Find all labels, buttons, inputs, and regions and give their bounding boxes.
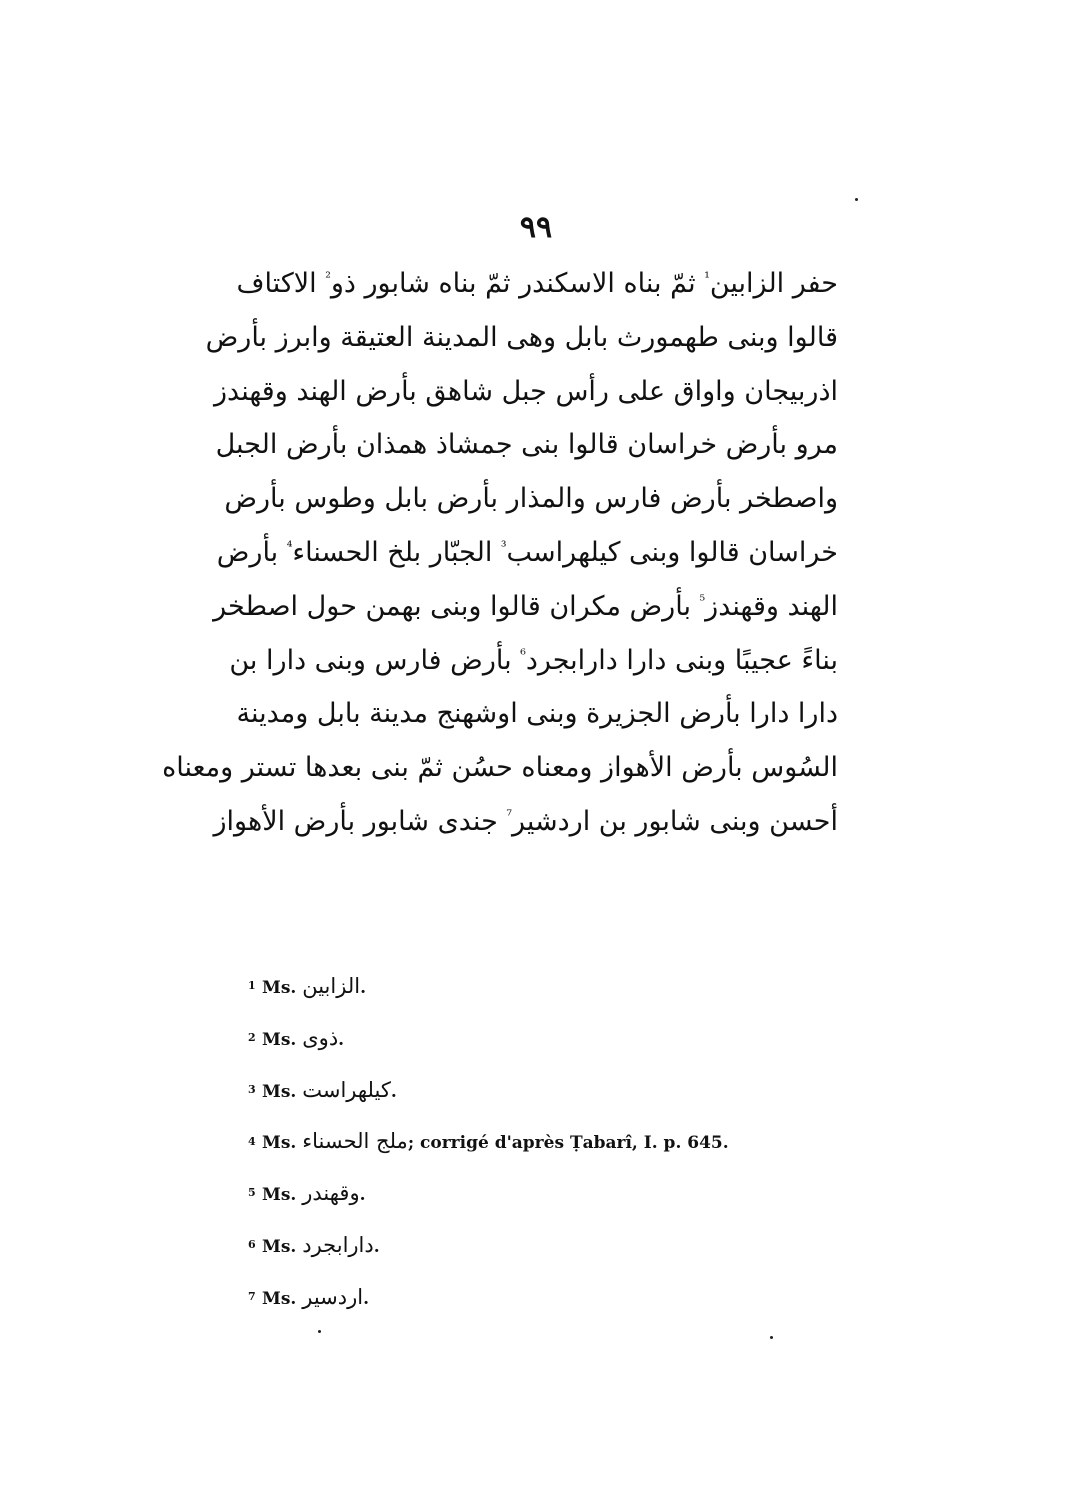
- footnote-marker: ⁵: [699, 592, 706, 609]
- footnote-label: Ms.: [262, 1288, 297, 1309]
- footnote-label: Ms.: [262, 1029, 297, 1050]
- footnote-tail: .: [363, 1288, 370, 1309]
- footnote-tail: .: [338, 1029, 345, 1050]
- text-run: جندى شابور بأرض الأهواز: [213, 805, 507, 837]
- text-run: بأرض مكران قالوا وبنى بهمن حول اصطخر: [213, 590, 700, 622]
- footnote-number: 1: [248, 979, 256, 993]
- scan-speck: [318, 1330, 321, 1333]
- text-run: الجبّار بلخ الحسناء: [292, 536, 501, 568]
- text-line: [213, 795, 838, 849]
- body-text: [162, 257, 838, 849]
- footnote: [248, 1072, 808, 1124]
- text-run: بأرض فارس وبنى دارا بن: [229, 644, 521, 676]
- footnote: [248, 1175, 808, 1227]
- footnote: [248, 1279, 808, 1331]
- text-line: [238, 257, 838, 311]
- footnotes: [248, 968, 808, 1331]
- text-line: [205, 311, 838, 365]
- footnote-tail: .: [359, 1185, 366, 1206]
- text-line: [216, 526, 838, 580]
- text-line: [238, 687, 838, 741]
- text-line: [162, 741, 838, 795]
- footnote-marker: ⁷: [506, 808, 512, 825]
- footnote-arabic-reading: كيلهراست: [302, 1077, 391, 1102]
- text-run: مرو بأرض خراسان قالوا بنى جمشاذ همذان بأرض الجبل: [215, 429, 838, 461]
- text-run: الاكتاف: [236, 268, 326, 299]
- footnote-label: Ms.: [262, 1081, 297, 1102]
- footnote-number: 7: [248, 1289, 256, 1303]
- footnote: [248, 968, 808, 1020]
- scan-speck: [855, 198, 858, 201]
- text-run: واصطخر بأرض فارس والمذار بأرض بابل وطوس بأرض: [224, 483, 838, 515]
- text-run: قالوا وبنى طهمورث بابل وهى المدينة العتيقة وابرز بأرض: [205, 321, 838, 353]
- text-line: [213, 365, 838, 419]
- footnote-number: 2: [248, 1030, 256, 1044]
- footnote-number: 6: [248, 1238, 256, 1252]
- footnote-tail: .: [360, 978, 366, 998]
- footnote-label: Ms.: [262, 978, 297, 998]
- footnote: [248, 1227, 808, 1279]
- footnote-tail: .: [373, 1236, 380, 1257]
- footnote-label: Ms.: [262, 1133, 297, 1154]
- text-run: بأرض: [216, 536, 287, 568]
- text-run: حفر الزابين: [709, 268, 838, 299]
- footnote-number: 4: [248, 1134, 256, 1148]
- page-number: ٩٩: [519, 210, 553, 245]
- text-run: ثمّ بناه الاسكندر ثمّ بناه شابور ذو: [330, 268, 705, 299]
- text-line: [213, 580, 838, 634]
- footnote-tail: ; corrigé d'après Ṭabarî, I. p. 645.: [407, 1133, 729, 1154]
- text-line: [229, 634, 838, 688]
- text-line: [224, 472, 838, 526]
- footnote-number: 5: [248, 1186, 256, 1200]
- footnote-marker: ²: [325, 270, 331, 287]
- footnote-arabic-reading: ذوى: [302, 1025, 339, 1050]
- text-run: الهند وقهندز: [705, 590, 838, 622]
- footnote-marker: ⁴: [286, 539, 293, 556]
- footnote-tail: .: [390, 1081, 397, 1102]
- text-run: خراسان قالوا وبنى كيلهراسب: [506, 536, 838, 568]
- footnote: [248, 1020, 808, 1072]
- footnote-arabic-reading: وقهندر: [302, 1181, 360, 1206]
- footnote-label: Ms.: [262, 1236, 297, 1257]
- footnote-arabic-reading: دارابجرد: [302, 1232, 374, 1257]
- footnote: [248, 1123, 808, 1175]
- footnote-number: 3: [248, 1082, 256, 1096]
- footnote-marker: ⁶: [520, 646, 526, 663]
- footnote-marker: ¹: [704, 270, 710, 287]
- footnote-arabic-reading: ملج الحسناء: [302, 1129, 408, 1154]
- scan-speck: [770, 1336, 773, 1339]
- text-run: دارا دارا بأرض الجزيرة وبنى اوشهنج مدينة بابل ومدينة: [236, 698, 838, 730]
- footnote-label: Ms.: [262, 1185, 297, 1206]
- footnote-arabic-reading: الزابين: [302, 974, 361, 998]
- footnote-marker: ³: [500, 539, 507, 556]
- text-run: السُوس بأرض الأهواز ومعناه حسُن ثمّ بنى بعدها تستر ومعناه: [162, 752, 838, 784]
- text-run: بناءً عجيبًا وبنى دارا دارابجرد: [525, 644, 838, 676]
- text-run: اذربيجان واواق على رأس جبل شاهق بأرض الهند وقهندز: [213, 375, 838, 407]
- text-run: أحسن وبنى شابور بن اردشير: [511, 805, 838, 837]
- footnote-arabic-reading: اردسير: [302, 1284, 364, 1309]
- text-line: [215, 418, 838, 472]
